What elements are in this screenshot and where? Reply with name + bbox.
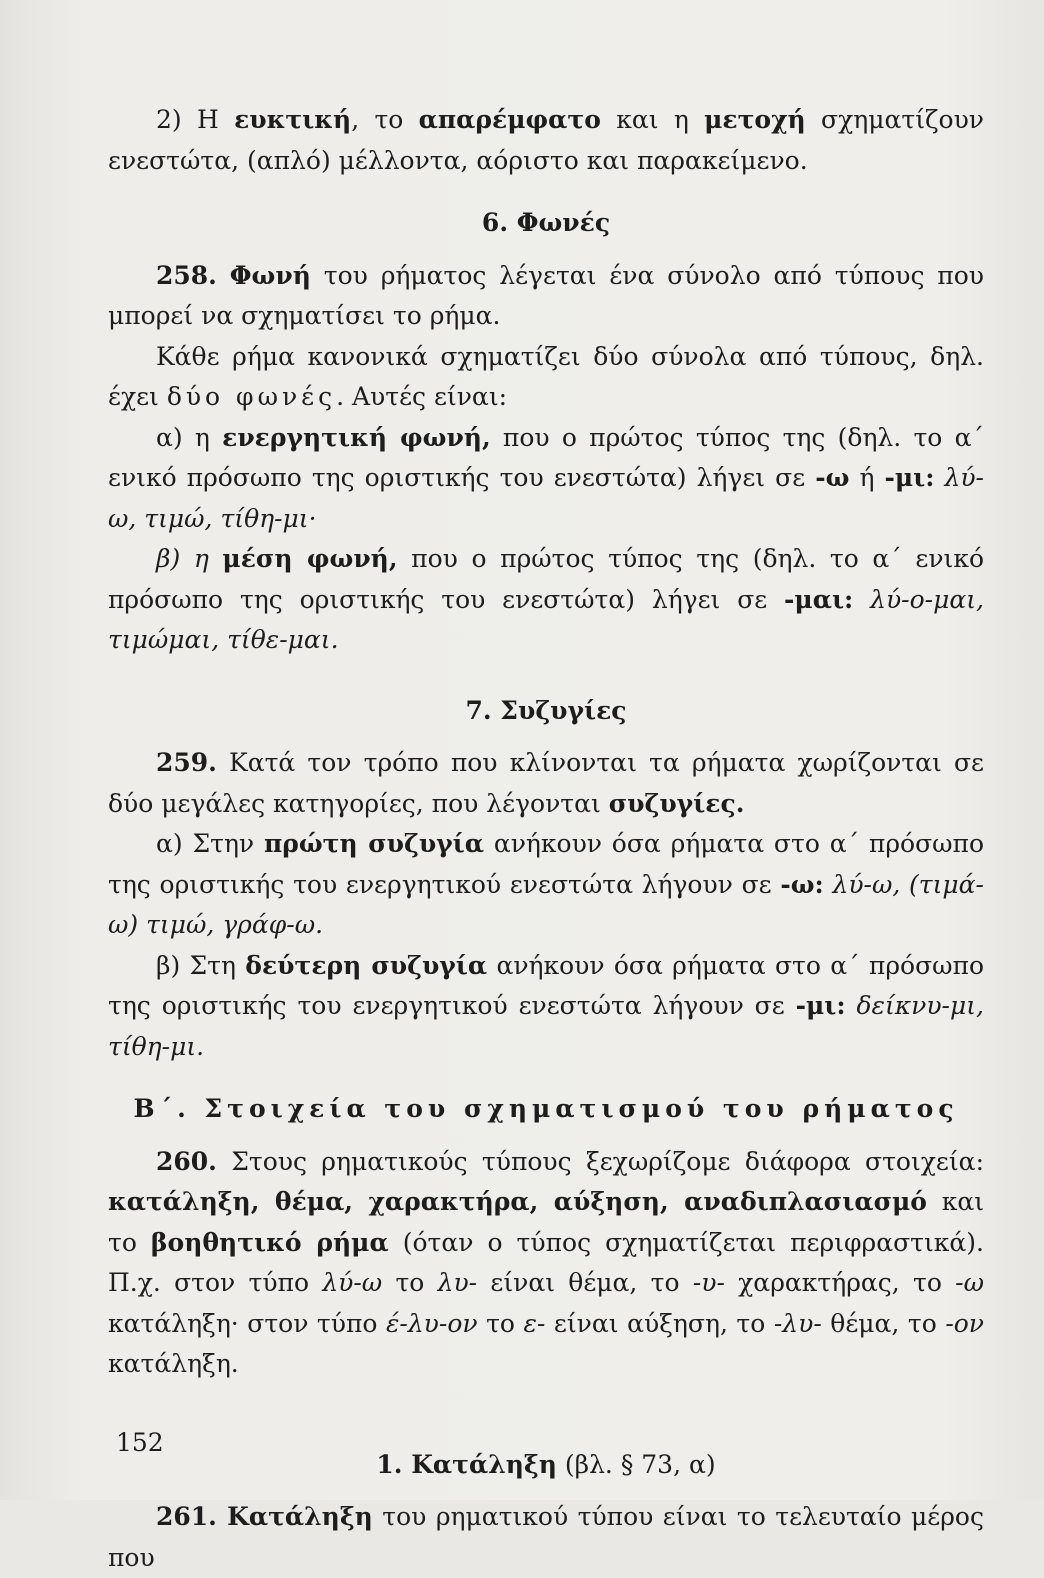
paragraph-mesi [108,539,984,661]
page-text [108,100,984,1578]
text: και το [108,1187,985,1257]
text: β) Στη [156,950,246,980]
page-number: 152 [116,1428,164,1457]
examples: λύ-ω, (τιμά-ω) τιμώ, γράφ-ω. [108,869,984,939]
term-euktiki: ευκτική [234,105,352,134]
ending: -μαι: [784,584,854,614]
example: έ-λυ-ον [385,1308,478,1338]
ending: -μι: [795,991,846,1020]
text: κατάληξη. [108,1349,239,1378]
example: -υ- [692,1268,725,1297]
paragraph-261 [108,1497,984,1578]
paragraph-defteri [108,946,984,1068]
paragraph-259 [108,743,984,824]
heading-text: 1. Κατάληξη [376,1449,557,1479]
example: ε- [523,1308,546,1338]
section-number: 261. [156,1502,217,1531]
paragraph-euktiki [108,100,984,181]
examples: δείκνυ-μι, τίθη-μι. [108,991,984,1061]
text: Κάθε ρήμα κανονικά σχηματίζει δύο σύνολα από τύπους, δηλ. έχει [108,341,984,411]
term-energitiki: ενεργητική φωνή, [222,422,491,452]
example: -ον [945,1308,985,1338]
term-foni: Φωνή [229,260,311,290]
section-number: 259. [156,748,217,777]
text: . Αυτές είναι: [336,382,508,411]
ending: -μι: [884,463,935,492]
text: Κατά τον τρόπο που κλίνονται τα ρήματα χωρίζονται σε δύο μεγάλες κατηγορίες, που λέγονται [108,748,984,818]
text: του ρήματος λέγεται ένα σύνολο από τύπους που μπορεί να σχηματίσει το ρήμα. [108,260,984,330]
heading-fones: 6. Φωνές [481,208,611,237]
text: που ο πρώτος τύπος της (δηλ. το α΄ ενικό πρόσωπο της οριστικής του ενεστώτα) λήγει σε [108,544,985,614]
paragraph-proti [108,824,984,946]
examples: λύ-ω, τιμώ, τίθη-μι· [108,463,985,533]
text: ή [849,463,885,492]
heading-katalixi [108,1445,984,1486]
spaced-term: δύο φωνές [166,382,337,411]
term-defteri: δεύτερη συζυγία [245,950,488,980]
text: β) η [156,544,223,573]
term-voithitiko: βοηθητικό ρήμα [150,1227,389,1257]
ending: -ω: [780,869,824,899]
text: και η [600,105,705,134]
paragraph-energitiki [108,418,984,540]
text: α) Στην [156,829,264,858]
term-metochi: μετοχή [704,105,806,134]
section-number: 258. [156,260,217,290]
text: το [477,1308,524,1338]
text: του ρηματικού τύπου είναι το τελευταίο μέρος που [108,1502,984,1572]
paragraph-258b [108,337,984,418]
example: -ω [955,1268,984,1297]
paragraph-260 [108,1142,984,1385]
example: λύ-ω [322,1268,383,1297]
term-aparemfato: απαρέμφατο [418,105,601,134]
text: χαρακτήρας, το [724,1268,956,1297]
heading-syzygies: 7. Συζυγίες [465,695,627,725]
term-mesi: μέση φωνή, [222,544,398,573]
text: σχηματίζουν ενεστώτα, (απλό) μέλλοντα, αόριστο και παρακείμενο. [108,105,984,175]
text: α) η [156,422,223,452]
text: το [382,1268,438,1297]
paragraph-258 [108,256,984,337]
section-number: 260. [156,1146,217,1176]
term-katalixi: Κατάληξη [216,1502,373,1531]
heading-reference: (βλ. § 73, α) [556,1449,716,1479]
example: -λυ- [773,1308,822,1338]
terms: κατάληξη, θέμα, χαρακτήρα, αύξηση, αναδιπλασιασμό [108,1187,927,1216]
text: ανήκουν όσα ρήματα στο α΄ πρόσωπο της οριστικής του ενεργητικού ενεστώτα λήγουν σε [108,950,984,1020]
examples: λύ-ο-μαι, τιμώμαι, τίθε-μαι. [108,584,984,654]
text: 2) Η [156,105,235,134]
text: ανήκουν όσα ρήματα στο α΄ πρόσωπο της οριστικής του ενεργητικού ενεστώτα λήγουν σε [108,829,984,899]
heading-stoixeia: Β΄. Στοιχεία του σχηματισμού του ρήματος [133,1094,959,1123]
example: λυ- [437,1268,478,1297]
term-syzygies: συζυγίες. [608,788,745,818]
text: θέμα, το [821,1308,946,1338]
text: Στους ρηματικούς τύπους ξεχωρίζομε διάφορα στοιχεία: [216,1146,984,1176]
text: κατάληξη· στον τύπο [108,1308,386,1338]
ending: -ω [815,463,850,492]
text: είναι θέμα, το [477,1268,693,1297]
text: (όταν ο τύπος σχηματίζεται περιφραστικά). Π.χ. στον τύπο [108,1227,984,1297]
text: είναι αύξηση, το [545,1308,774,1338]
term-proti: πρώτη συζυγία [263,829,485,858]
text: , το [351,105,419,134]
text: που ο πρώτος τύπος της (δηλ. το α΄ ενικό πρόσωπο της οριστικής του ενεστώτα) λήγει σε [108,422,984,492]
